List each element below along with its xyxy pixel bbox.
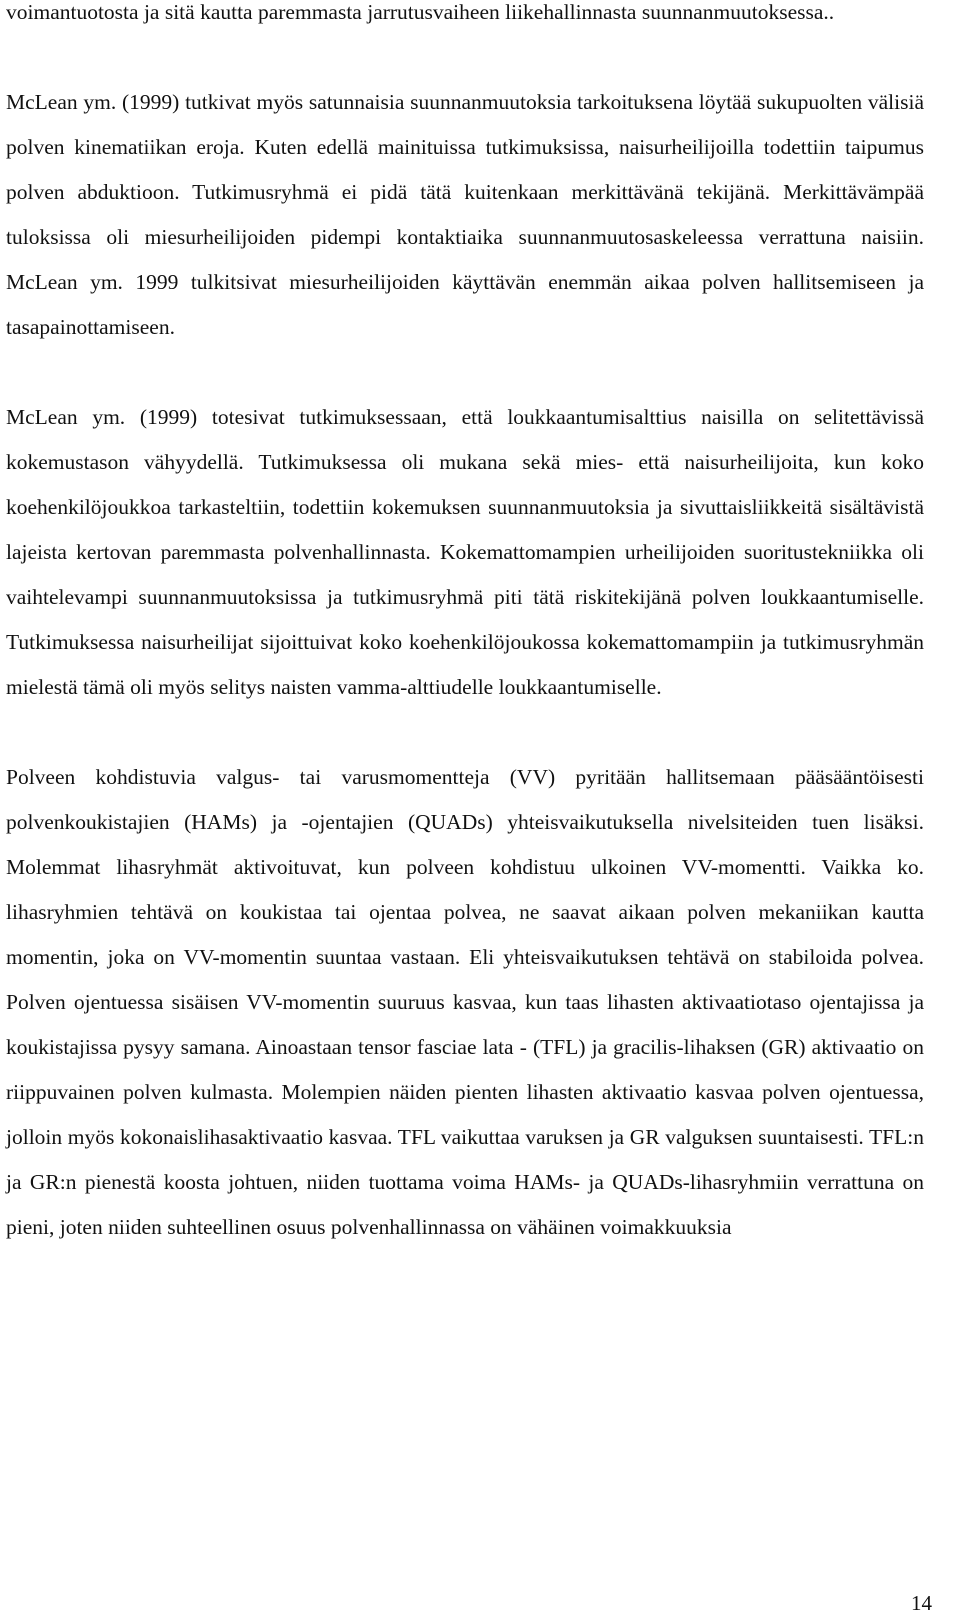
paragraph-2: McLean ym. (1999) tutkivat myös satunnaisia suunnanmuutoksia tarkoituksena löytää sukupuolten välisiä polven kinematiikan eroja. Kuten edellä mainituissa tutkimuksissa, naisurheilijoilla todettiin taipumus polven abduktioon. Tutkimusryhmä ei pidä tätä kuitenkaan merkittävänä tekijänä. Merkittävämpää tuloksissa oli miesurheilijoiden pidempi kontaktiaika suunnanmuutosaskeleessa verrattuna naisiin. McLean ym. 1999 tulkitsivat miesurheilijoiden käyttävän enemmän aikaa polven hallitsemiseen ja tasapainottamiseen. — [6, 90, 924, 339]
paragraph-3: McLean ym. (1999) totesivat tutkimuksessaan, että loukkaantumisalttius naisilla on selitettävissä kokemustason vähyydellä. Tutkimuksessa oli mukana sekä mies- että naisurheilijoita, kun koko koehenkilöjoukkoa tarkasteltiin, todettiin kokemuksen suunnanmuutoksia ja sivuttaisliikkeitä sisältävistä lajeista kertovan paremmasta polvenhallinnasta. Kokemattomampien urheilijoiden suoritustekniikka oli vaihtelevampi suunnanmuutoksissa ja tutkimusryhmä piti tätä riskitekijänä polven loukkaantumiselle. Tutkimuksessa naisurheilijat sijoittuivat koko koehenkilöjoukossa kokemattomampiin ja tutkimusryhmän mielestä tämä oli myös selitys naisten vamma-alttiudelle loukkaantumiselle. — [6, 405, 924, 699]
paragraph-4: Polveen kohdistuvia valgus- tai varusmomentteja (VV) pyritään hallitsemaan pääsääntöisesti polvenkoukistajien (HAMs) ja -ojentajien (QUADs) yhteisvaikutuksella nivelsiteiden tuen lisäksi. Molemmat lihasryhmät aktivoituvat, kun polveen kohdistuu ulkoinen VV-momentti. Vaikka ko. lihasryhmien tehtävä on koukistaa tai ojentaa polvea, ne saavat aikaan polven mekaniikan kautta momentin, joka on VV-momentin suuntaa vastaan. Eli yhteisvaikutuksen tehtävä on stabiloida polvea. Polven ojentuessa sisäisen VV-momentin suuruus kasvaa, kun taas lihasten aktivaatiotaso ojentajissa ja koukistajissa pysyy samana. Ainoastaan tensor fasciae lata - (TFL) ja gracilis-lihaksen (GR) aktivaatio on riippuvainen polven kulmasta. Molempien näiden pienten lihasten aktivaatio kasvaa polven ojentuessa, jolloin myös kokonaislihasaktivaatio kasvaa. TFL vaikuttaa varuksen ja GR valguksen suuntaisesti. TFL:n ja GR:n pienestä koosta johtuen, niiden tuottama voima HAMs- ja QUADs-lihasryhmiin verrattuna on pieni, joten niiden suhteellinen osuus polvenhallinnassa on vähäinen voimakkuuksia — [6, 765, 924, 1239]
document-page — [6, 0, 924, 1250]
paragraph-1: voimantuotosta ja sitä kautta paremmasta jarrutusvaiheen liikehallinnasta suunnanmuutoksessa.. — [6, 0, 835, 24]
page-number: 14 — [911, 1591, 932, 1615]
